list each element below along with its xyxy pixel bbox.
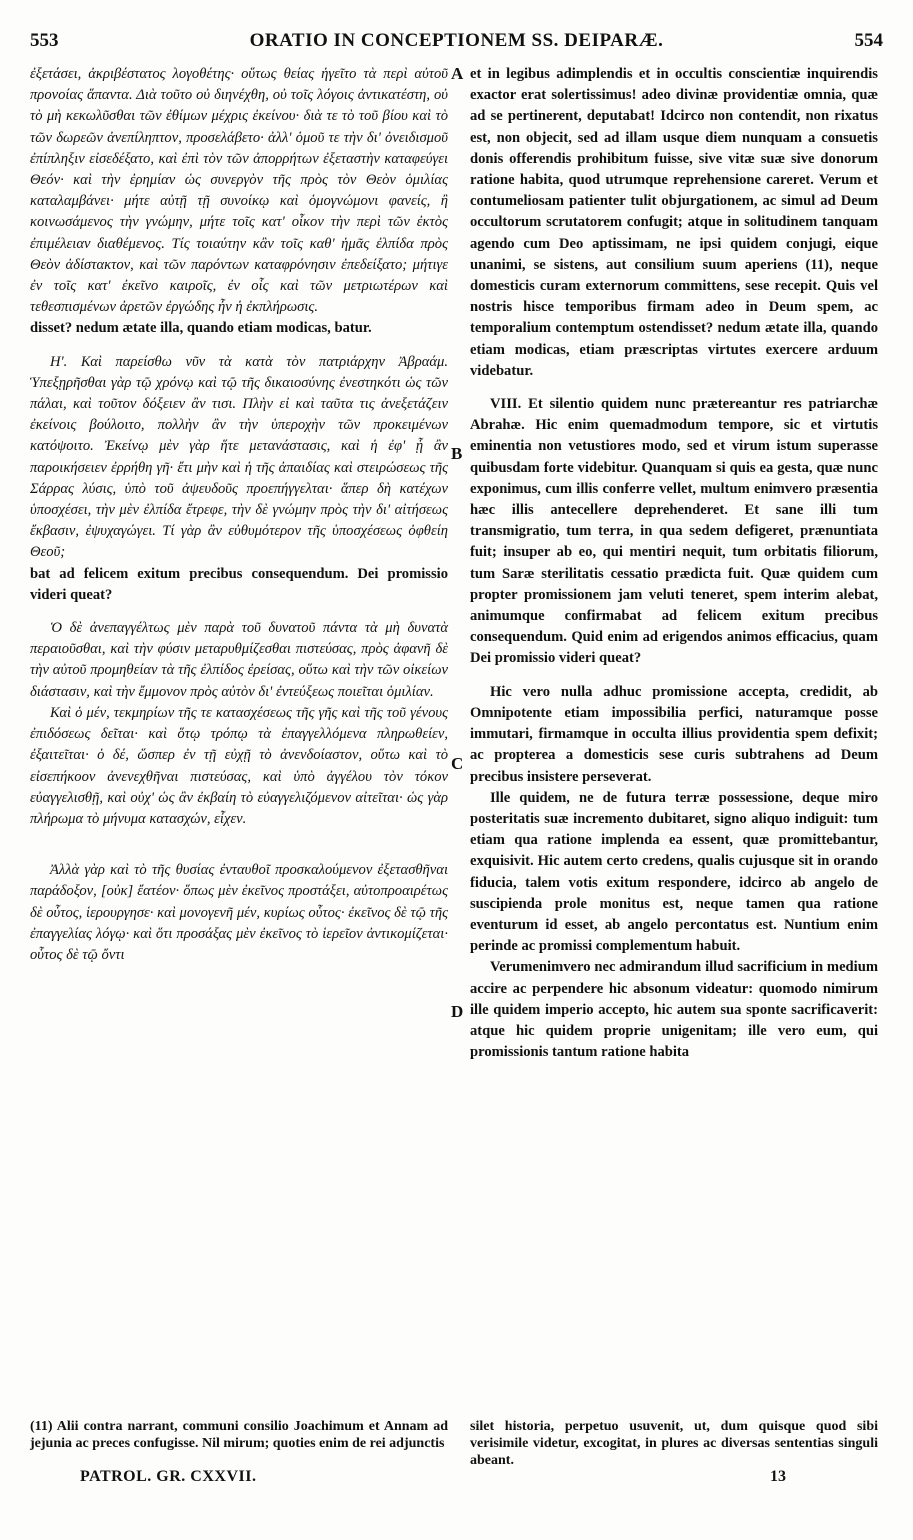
latin-column: [470, 64, 878, 1063]
greek-column: [30, 64, 448, 966]
latin-paragraph-1: et in legibus adimplendis et in occultis conscientiæ inquirendis exactor erat solertissimus! adeo divinæ providentiæ omnia, quæ ad se pertinerent, deputabat! Idcirco non contendit, non rixatus est, non objecit, sed ad illam usque diem nunquam a consuetis donis offerendis prohibitum fuisse, sive vitæ suæ sive donorum ratione habita, quod utrumque reprehensione careret. Verum et contumeliosam patienter tulit objurgationem, ac simul ad Deum occultorum scrutatorem confugit; atque in solitudinem tanquam agendo cum Deo aptissimam, ne ipsi quidem conjugi, eique unanimi, se sistens, aut consilium suum aperiens (11), neque domesticis curam externorum committens, sese recepit. Quis vel nostris hisce temporibus firmam adeo in Deum spem, ac temporalium contemptum ostendisset? nedum ætate illa, quando etiam modicas, etiam præscriptas virtutes exercere arduum videbatur.: [470, 66, 878, 379]
greek-paragraph-4: Καὶ ὁ μέν, τεκμηρίων τῆς τε κατασχέσεως τῆς γῆς καὶ τῆς τοῦ γένους ἐπιδόσεως δεῖται· καὶ ὅτῳ τρόπῳ τὰ ἐπαγγελλόμενα πληρωθείεν, ἐξαιτεῖται· ὁ δέ, ὥσπερ ἐν τῇ εὐχῇ τὸ ἀνενδοίαστον, οὕτω καὶ τὸ εἰσεπήκοον ἀνενεχθῆναι πιστεύσας, καὶ ὑπὸ ἀγγέλου τὸν τόκον εὐαγγελισθῇ, καὶ οὐχ' ὡς ἂν ἐκβαίη τὸ εὐαγγελιζόμενον αἰτεῖται· ὡς γὰρ πλήρωμα τὸ μήνυμα κατασχών, εἶχεν.: [30, 704, 448, 827]
page-number-left: 553: [30, 30, 59, 51]
page-number-right: 554: [854, 30, 883, 51]
patrologia-label: PATROL. GR. CXXVII.: [80, 1468, 257, 1485]
greek-paragraph-3: Ὁ δὲ ἀνεπαγγέλτως μὲν παρὰ τοῦ δυνατοῦ πάντα τὰ μὴ δυνατὰ περαιοῦσθαι, καὶ τὴν φύσιν μεταρυθμίζεσθαι πιστεύσας, πρὸς ἀφανῆ δὲ τὴν αὐτοῦ προμηθείαν τὰ τῆς ἐλπίδος ἐρείσας, οὕτω καὶ τὴν τῶν οἰκείων διάστασιν, καὶ τὴν ἔμμονον πρὸς αὐτὸν δι' ἐντεύξεως ποιεῖται ὁμιλίαν.: [30, 620, 448, 700]
running-header: [30, 30, 883, 58]
footnote-right: silet historia, perpetuo usuvenit, ut, dum quisque quod sibi verisimile videtur, excogitat, in plures ac diversas sententias singuli abeant.: [470, 1419, 878, 1468]
section-marker-b: B: [451, 444, 463, 463]
greek-paragraph-5: Ἀλλὰ γὰρ καὶ τὸ τῆς θυσίας ἐνταυθοῖ προσκαλούμενον ἐξετασθῆναι παράδοξον, [οὐκ] ἔατέον· ὅπως μὲν ἐκεῖνος προστάξει, αὐτοπροαιρέτως δὲ οὗτος, ἱερουργησε· καὶ μονογενῆ μέν, κυρίως οὗτος· ἐκεῖνος δὲ τῷ τῆς ἐπαγγελίας λόγῳ· καὶ ὅτι προσάξας μὲν ἐκεῖνος τὸ ἱερεῖον ἀντικομίζεται· οὗτος δὲ τῷ ὄντι: [30, 862, 448, 963]
latin-paragraph-5: Verumenimvero nec admirandum illud sacrificium in medium accire ac perpendere hic absonum videatur: quomodo nimirum ille quidem imperio accepto, hic autem sua sponte sacrificaverit: atque hic quidem proprie unigenitam; ille vero eum, qui promissionis tantum ratione habita: [470, 959, 878, 1061]
section-marker-a: A: [451, 64, 464, 83]
greek-paragraph-2: Η'. Καὶ παρείσθω νῦν τὰ κατὰ τὸν πατριάρχην Ἀβραάμ. Ὑπεξῃρῆσθαι γὰρ τῷ χρόνῳ καὶ τῷ τῆς δικαιοσύνης ἐνεστηκότι ὡς τῶν πάλαι, καὶ τοῦτον δόξειεν ἂν τισι. Πλὴν εἰ καὶ ταῦτα τις ἀνεξετάζειν ἐκείνοις βούλοιτο, πολλὴν ἂν τὴν ὑπεροχὴν τῶν προκειμένων κατόψοιτο. Ἐκείνῳ μὲν γὰρ ἥτε μετανάστασις, καὶ ἡ ἐφ' ᾗ ἂν παροικήσειεν ἐρρήθη γῆ· ἔτι μὴν καὶ ἡ τῆς ἀπαιδίας καὶ στειρώσεως τῆς Σάρρας λύσις, ὑπὸ τοῦ ἀψευδοῦς προεπήγγελται· ἅπερ δὴ κατέχων ὑποσχέσει, τὴν μὲν ἐλπίδα ἔτρεφε, τὴν δὲ γνώμην πρὸς τὴν δι' αἰτήσεως ἔκβασιν, ἐψυχαγώγει. Τί γὰρ ἂν εὐθυμότερον τῆς ὑποσχέσεως ὀφθείη Θεοῦ;: [30, 353, 448, 561]
signature-mark: 13: [770, 1468, 786, 1485]
latin-paragraph-2: VIII. Et silentio quidem nunc prætereantur res patriarchæ Abrahæ. Hic enim quemadmodum tempore, sic et virtutis eminentia non vetustiores modo, sed et virum istum superasse quibusdam forte videbitur. Quanquam si quis ea gesta, quæ nunc exponimus, cum illis conferre vellet, multum enimvero præsentia hæc illis antecellere deprehenderet. Et sane illi tum transmigratio, tum terra, in qua sedem defigeret, prænuntiata fuit; insuper ab eo, qui mentiri nequit, tum orbitatis filiorum, tum Saræ sterilitatis cessatio prædicta fuit. Quæ quidem cum propter promissionem jam veluti teneret, spem interim alebat, animumque confirmabat ad felicem exitum precibus consequendum. Quid enim ad erigendos animos efficacius, quam Dei promissio videri queat?: [470, 396, 878, 667]
section-marker-c: C: [451, 754, 464, 773]
latin-paragraph-4: Ille quidem, ne de futura terræ possessione, deque miro posteritatis suæ incremento dubitaret, signo aliquo indiguit: tum etiam qua ratione implenda ea essent, quæ promittebantur, exquisivit. Hic autem certo credens, qualis cujusque sit in orando fiducia, talem votis exitum respondere, idcirco ab angelo de suscipienda prole monitus est, neque tamen qua ratione eventurum id esset, ab angelo percontatus est. Nuntium enim perinde ac promissi complementum habuit.: [470, 789, 878, 955]
footnote-left: (11) Alii contra narrant, communi consilio Joachimum et Annam ad jejunia ac preces confugisse. Nil mirum; quoties enim de rei adjunctis: [30, 1419, 448, 1451]
section-marker-d: D: [451, 1002, 464, 1021]
running-title: ORATIO IN CONCEPTIONEM SS. DEIPARÆ.: [249, 30, 664, 51]
greek-paragraph-1: ἐξετάσει, ἀκριβέστατος λογοθέτης· οὕτως θείας ἡγεῖτο τὰ περὶ αὐτοῦ προνοίας ἅπαντα. Διὰ τοῦτο οὐ διηνέχθη, οὐ τοῖς λόγοις ἀντικατέστη, οὐ τὸ μὴ κεκωλῦσθαι τῶν ἐθίμων μέχρις ἐκείνου· διὰ τε τὸ τοῦ βίου καὶ τὸ τῶν δωρεῶν ἀνεπίληπτον, προσελάβετο· ἀλλ' ὁμοῦ τε τὴν δι' ὀνειδισμοῦ ἐπίπληξιν εἰσεδέξατο, καὶ ἐπὶ τὸν τῶν ἀπορρήτων ἐξεταστὴν καταφεύγει Θεόν· καὶ τὴν ἐρημίαν ὡς συνεργὸν τῆς πρὸς τὸν Θεὸν ὁμιλίας καταλαμβάνει· μήτε αὐτῇ τῇ συνοίκῳ καὶ ὁμογνώμονι φανείς, ἢ κοινωσάμενος τὴν γνώμην, μήτε τοῖς κατ' οἶκον τὴν περὶ τῶν ἐκτὸς ἐπιμέλειαν διαθέμενος. Τίς τοιαύτην κἂν τοῖς καθ' ἡμᾶς ἐλπίδα πρὸς Θεὸν ἀδίστακτον, καὶ τῶν παρόντων καταφρόνησιν ἐπεδείξατο; μήτιγε ἐν τοῖς κατ' ἐκεῖνο καιροῖς, ἐν οἷς καὶ τῶν μετριωτέρων καὶ τεθεσπισμένων ἀρετῶν ἐργώδης ἦν ἡ ἐκπλήρωσις.: [30, 66, 448, 316]
latin-overflow-1: disset? nedum ætate illa, quando etiam modicas, batur.: [30, 320, 372, 337]
latin-paragraph-3: Hic vero nulla adhuc promissione accepta, credidit, ab Omnipotente etiam impossibilia perfici, naturamque posse immutari, firmamque in occulta illius providentia spem defixit; ac propterea a domesticis sese curis subtrahens ad Deum precibus insistere perseverat.: [470, 683, 878, 785]
latin-overflow-2: bat ad felicem exitum precibus consequendum. Dei promissio videri queat?: [30, 565, 448, 603]
